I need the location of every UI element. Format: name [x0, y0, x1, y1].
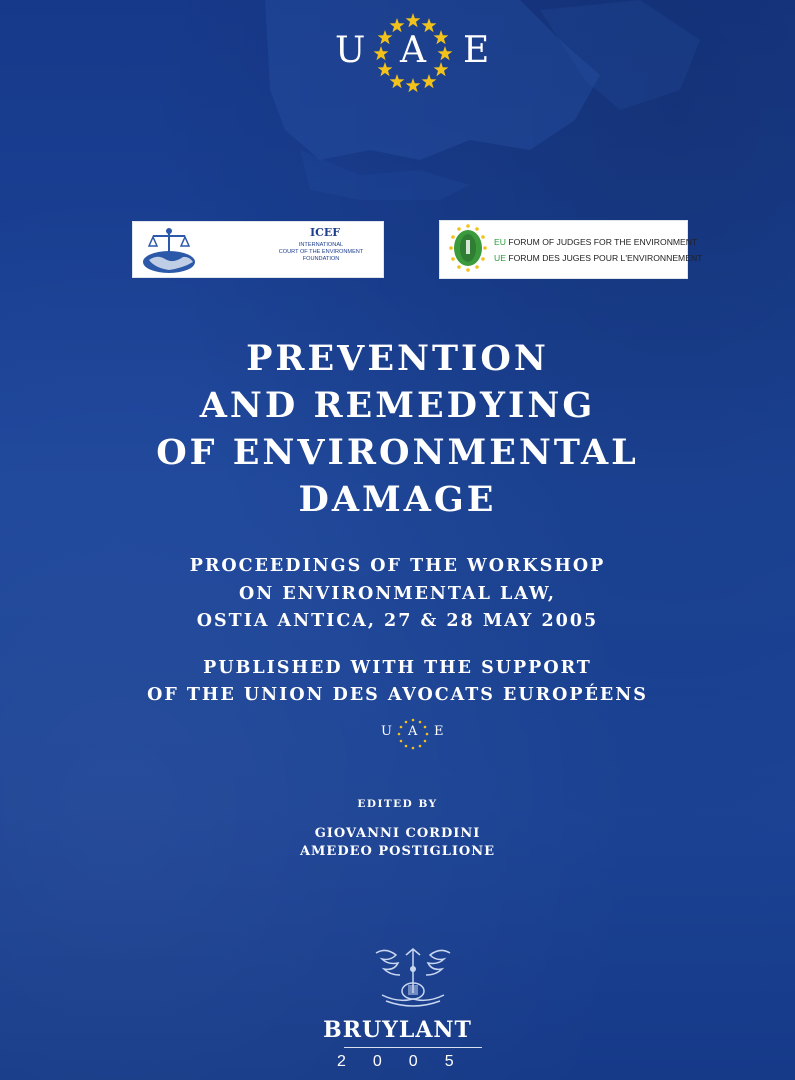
title-line-1: PREVENTION	[246, 338, 549, 379]
proceedings-line-3: OSTIA ANTICA, 27 & 28 MAY 2005	[196, 611, 599, 631]
publisher-divider	[344, 1047, 482, 1048]
icef-line-3: FOUNDATION	[302, 256, 340, 262]
eu-line-1-text: FORUM OF JUDGES FOR THE ENVIRONMENT	[505, 237, 698, 247]
publisher-name: BRUYLANT	[323, 1017, 472, 1043]
eu-prefix: EU	[494, 237, 506, 247]
book-title	[0, 335, 795, 523]
title-line-4: DAMAGE	[298, 479, 497, 520]
uae-letter-e: E	[463, 30, 490, 71]
editor-2: AMEDEO POSTIGLIONE	[299, 844, 496, 859]
title-line-3: OF ENVIRONMENTAL	[156, 432, 639, 473]
icef-line-2: COURT OF THE ENVIRONMENT	[278, 249, 364, 255]
uae-logo	[325, 8, 495, 92]
icef-name: ICEF	[309, 226, 341, 239]
small-uae-letter-a: A	[408, 724, 418, 739]
icef-line-1: INTERNATIONAL	[298, 242, 344, 248]
support-line-1: PUBLISHED WITH THE SUPPORT	[203, 658, 592, 678]
uae-letter-u: U	[335, 30, 366, 71]
title-line-2: AND REMEDYING	[199, 385, 596, 426]
editor-1: GIOVANNI CORDINI	[314, 826, 481, 841]
eu-forum-line-2	[494, 253, 702, 263]
eu-forum-line-1	[494, 237, 697, 247]
publication-year: 2005	[337, 1053, 481, 1070]
edited-by-label: EDITED BY	[357, 798, 438, 810]
uae-small-logo	[378, 718, 448, 750]
ue-prefix: UE	[494, 253, 506, 263]
small-uae-letter-e: E	[434, 724, 444, 739]
proceedings-line-2: ON ENVIRONMENTAL LAW,	[239, 584, 556, 604]
support-line-2: OF THE UNION DES AVOCATS EUROPÉENS	[147, 685, 648, 705]
icef-logo	[132, 221, 384, 278]
eu-line-2-text: FORUM DES JUGES POUR L'ENVIRONNEMENT	[505, 253, 703, 263]
eu-forum-logo	[439, 220, 703, 279]
uae-letter-a: A	[400, 30, 426, 71]
small-uae-letter-u: U	[381, 724, 392, 739]
globe-scales-icon	[139, 226, 199, 276]
bruylant-emblem-icon	[368, 945, 458, 1013]
forum-emblem-icon	[446, 222, 490, 278]
proceedings-line-1: PROCEEDINGS OF THE WORKSHOP	[189, 556, 606, 576]
icef-subtitle	[263, 242, 379, 263]
